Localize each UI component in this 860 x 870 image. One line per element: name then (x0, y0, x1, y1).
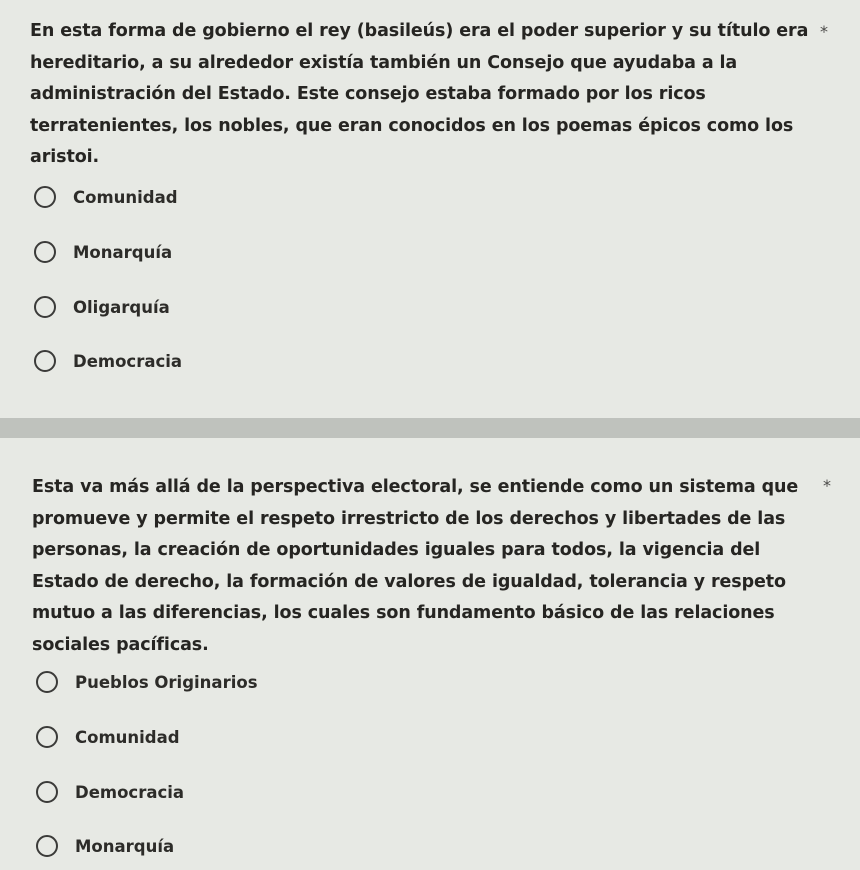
radio-option-comunidad[interactable] (36, 722, 180, 752)
option-label: Democracia (73, 351, 183, 371)
radio-option-oligarquia[interactable] (34, 292, 170, 322)
required-asterisk: * (820, 22, 828, 41)
question-card-2 (0, 438, 860, 870)
radio-option-democracia[interactable] (36, 777, 184, 807)
radio-button[interactable] (36, 671, 58, 693)
required-asterisk: * (823, 476, 831, 495)
option-label: Monarquía (73, 242, 173, 262)
option-label: Monarquía (75, 836, 175, 856)
radio-button[interactable] (36, 835, 58, 857)
radio-button[interactable] (34, 296, 56, 318)
radio-option-pueblos-originarios[interactable] (36, 667, 258, 697)
card-separator (0, 418, 860, 438)
radio-button[interactable] (34, 350, 56, 372)
question-text: En esta forma de gobierno el rey (basileús) era el poder superior y su título era hereditario, a su alrededor existía también un Consejo que ayudaba a la administración del Estado. Este consejo estaba formado por los ricos terratenientes, los nobles, que eran conocidos en los poemas épicos como los aristoi. (30, 21, 809, 167)
radio-button[interactable] (34, 241, 56, 263)
radio-option-comunidad[interactable] (34, 182, 178, 212)
radio-option-monarquia[interactable] (34, 237, 172, 267)
radio-button[interactable] (36, 726, 58, 748)
radio-option-monarquia[interactable] (36, 831, 174, 861)
radio-button[interactable] (36, 781, 58, 803)
option-label: Comunidad (75, 727, 180, 747)
question-text: Esta va más allá de la perspectiva electoral, se entiende como un sistema que promueve y permite el respeto irrestricto de los derechos y libertades de las personas, la creación de oportunidades iguales para todos, la vigencia del Estado de derecho, la formación de valores de igualdad, tolerancia y respeto mutuo a las diferencias, los cuales son fundamento básico de las relaciones sociales pacíficas. (32, 477, 799, 655)
option-label: Democracia (75, 782, 185, 802)
option-label: Comunidad (73, 187, 178, 207)
radio-button[interactable] (34, 186, 56, 208)
option-label: Oligarquía (73, 297, 170, 317)
question-card-1 (0, 0, 860, 418)
option-label: Pueblos Originarios (75, 672, 258, 692)
radio-option-democracia[interactable] (34, 346, 182, 376)
